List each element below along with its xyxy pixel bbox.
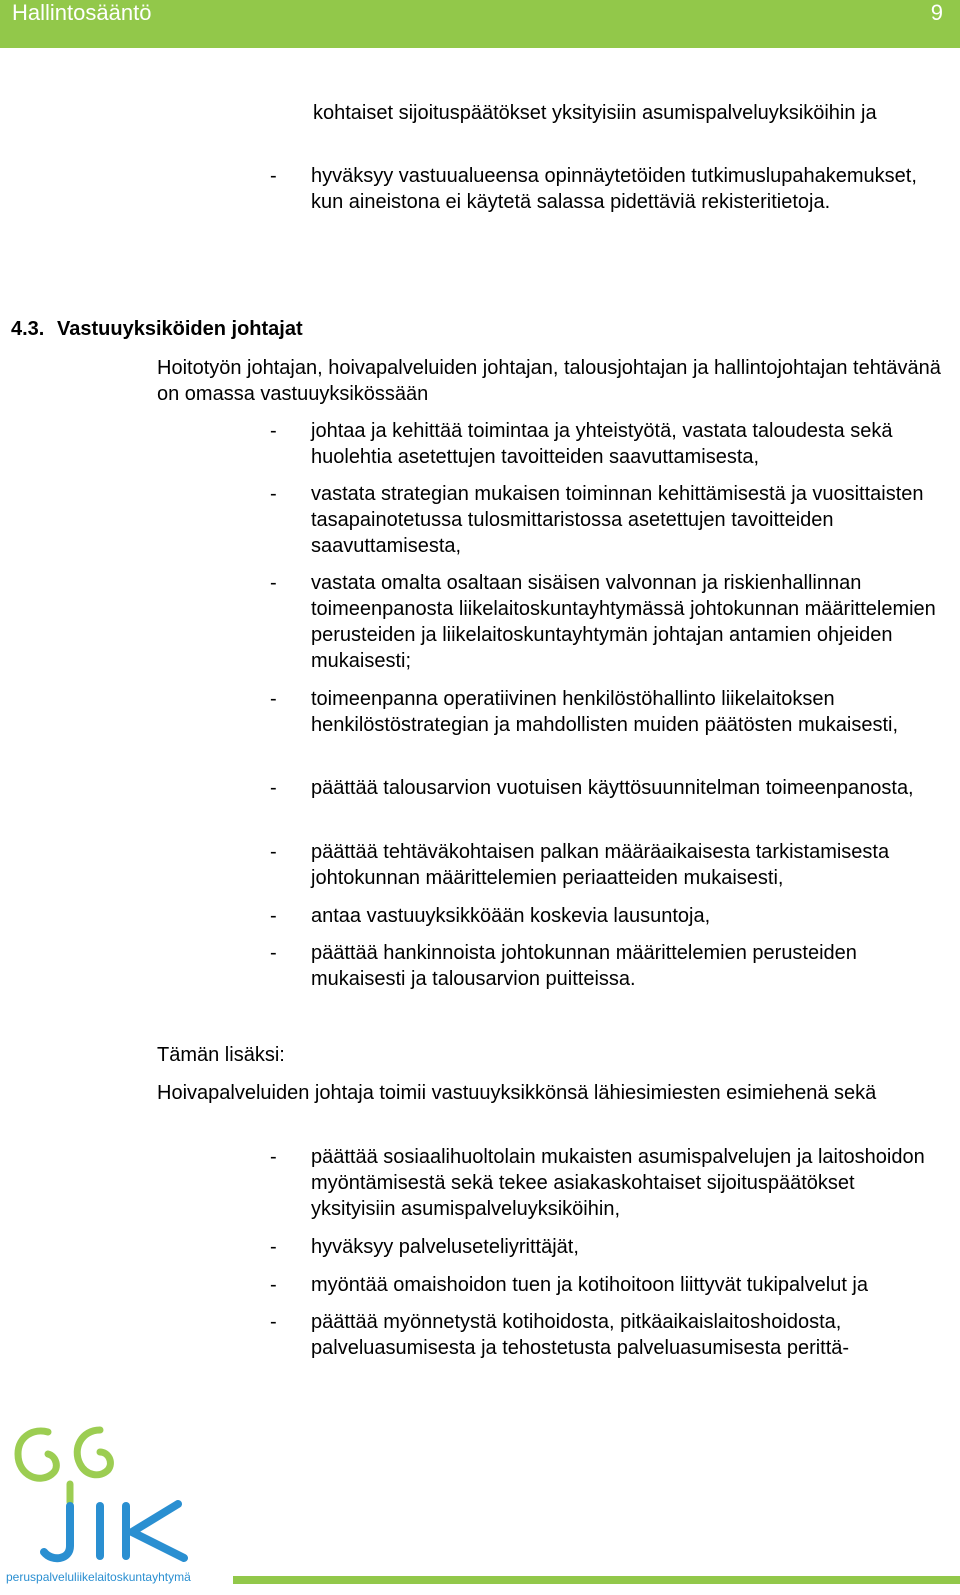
list-item-text: hyväksyy palveluseteliyrittäjät,: [311, 1236, 579, 1258]
list-dash: -: [270, 1236, 277, 1258]
list-dash: -: [270, 1146, 277, 1168]
addition-intro: Hoivapalveluiden johtaja toimii vastuuyksikkönsä lähiesimiesten esimiehenä sekä: [157, 1082, 877, 1104]
list-item-text: päättää talousarvion vuotuisen käyttösuunnitelman toimeenpanosta,: [311, 777, 914, 799]
list-item-text: antaa vastuuyksikköään koskevia lausuntoja,: [311, 905, 711, 927]
list-item-text: päättää hankinnoista johtokunnan määrittelemien perusteiden mukaisesti ja talousarvion puitteissa.: [311, 942, 857, 990]
section-heading: [11, 316, 303, 342]
list-dash: -: [270, 1311, 277, 1333]
list-dash: -: [270, 841, 277, 863]
section-number: 4.3.: [11, 318, 45, 340]
list-item-text: myöntää omaishoidon tuen ja kotihoitoon liittyvät tukipalvelut ja: [311, 1274, 868, 1296]
continuation-paragraph: kohtaiset sijoituspäätökset yksityisiin asumispalveluyksiköihin ja: [313, 102, 877, 124]
list-item-text: päättää myönnetystä kotihoidosta, pitkäaikaislaitoshoidosta, palveluasumisesta ja tehostetusta palveluasumisesta perittä-: [311, 1311, 850, 1359]
list-dash: -: [270, 572, 277, 594]
list-item-text: toimeenpanna operatiivinen henkilöstöhallinto liikelaitoksen henkilöstöstrategian ja mahdollisten muiden päätösten mukaisesti,: [311, 688, 899, 736]
list-dash: -: [270, 942, 277, 964]
section-title: Vastuuyksiköiden johtajat: [57, 318, 303, 340]
list-item-text: vastata strategian mukaisen toiminnan kehittämisestä ja vuosittaisten tasapainotetussa tulosmittaristossa asetettujen tavoitteiden saavuttamisesta,: [311, 483, 924, 557]
list-dash: -: [270, 1274, 277, 1296]
list-item-text: päättää sosiaalihuoltolain mukaisten asumispalvelujen ja laitoshoidon myöntämisestä sekä tekee asiakaskohtaiset sijoituspäätökset yksityisiin asumispalveluyksiköihin,: [311, 1146, 925, 1220]
list-item-text: johtaa ja kehittää toimintaa ja yhteistyötä, vastata taloudesta sekä huolehtia asetettujen tavoitteiden saavuttamisesta,: [311, 420, 893, 468]
footer-rule: [233, 1576, 960, 1584]
organization-name: peruspalveluliikelaitoskuntayhtymä: [6, 1570, 191, 1584]
list-dash: -: [270, 905, 277, 927]
list-item-text: vastata omalta osaltaan sisäisen valvonnan ja riskienhallinnan toimeenpanosta liikelaitoskuntayhtymässä johtokunnan määrittelemien perusteiden ja liikelaitoskuntayhtymän johtajan antamien ohjeiden mukaisesti;: [311, 572, 936, 672]
section-intro: Hoitotyön johtajan, hoivapalveluiden johtajan, talousjohtajan ja hallintojohtajan tehtävänä on omassa vastuuyksikössään: [157, 357, 941, 405]
logo-icon: [0, 1424, 240, 1590]
organization-logo: [0, 1424, 240, 1590]
page-number: 9: [930, 0, 943, 25]
document-title: Hallintosääntö: [12, 0, 152, 25]
list-item-text: päättää tehtäväkohtaisen palkan määräaikaisesta tarkistamisesta johtokunnan määrittelemien periaatteiden mukaisesti,: [311, 841, 890, 889]
addition-label: Tämän lisäksi:: [157, 1044, 285, 1066]
list-dash: -: [270, 777, 277, 799]
list-dash: -: [270, 420, 277, 442]
list-dash: -: [270, 165, 277, 187]
list-dash: -: [270, 483, 277, 505]
list-dash: -: [270, 688, 277, 710]
list-item-text: hyväksyy vastuualueensa opinnäytetöiden tutkimuslupahakemukset, kun aineistona ei käytetä salassa pidettäviä rekisteritietoja.: [311, 165, 917, 213]
